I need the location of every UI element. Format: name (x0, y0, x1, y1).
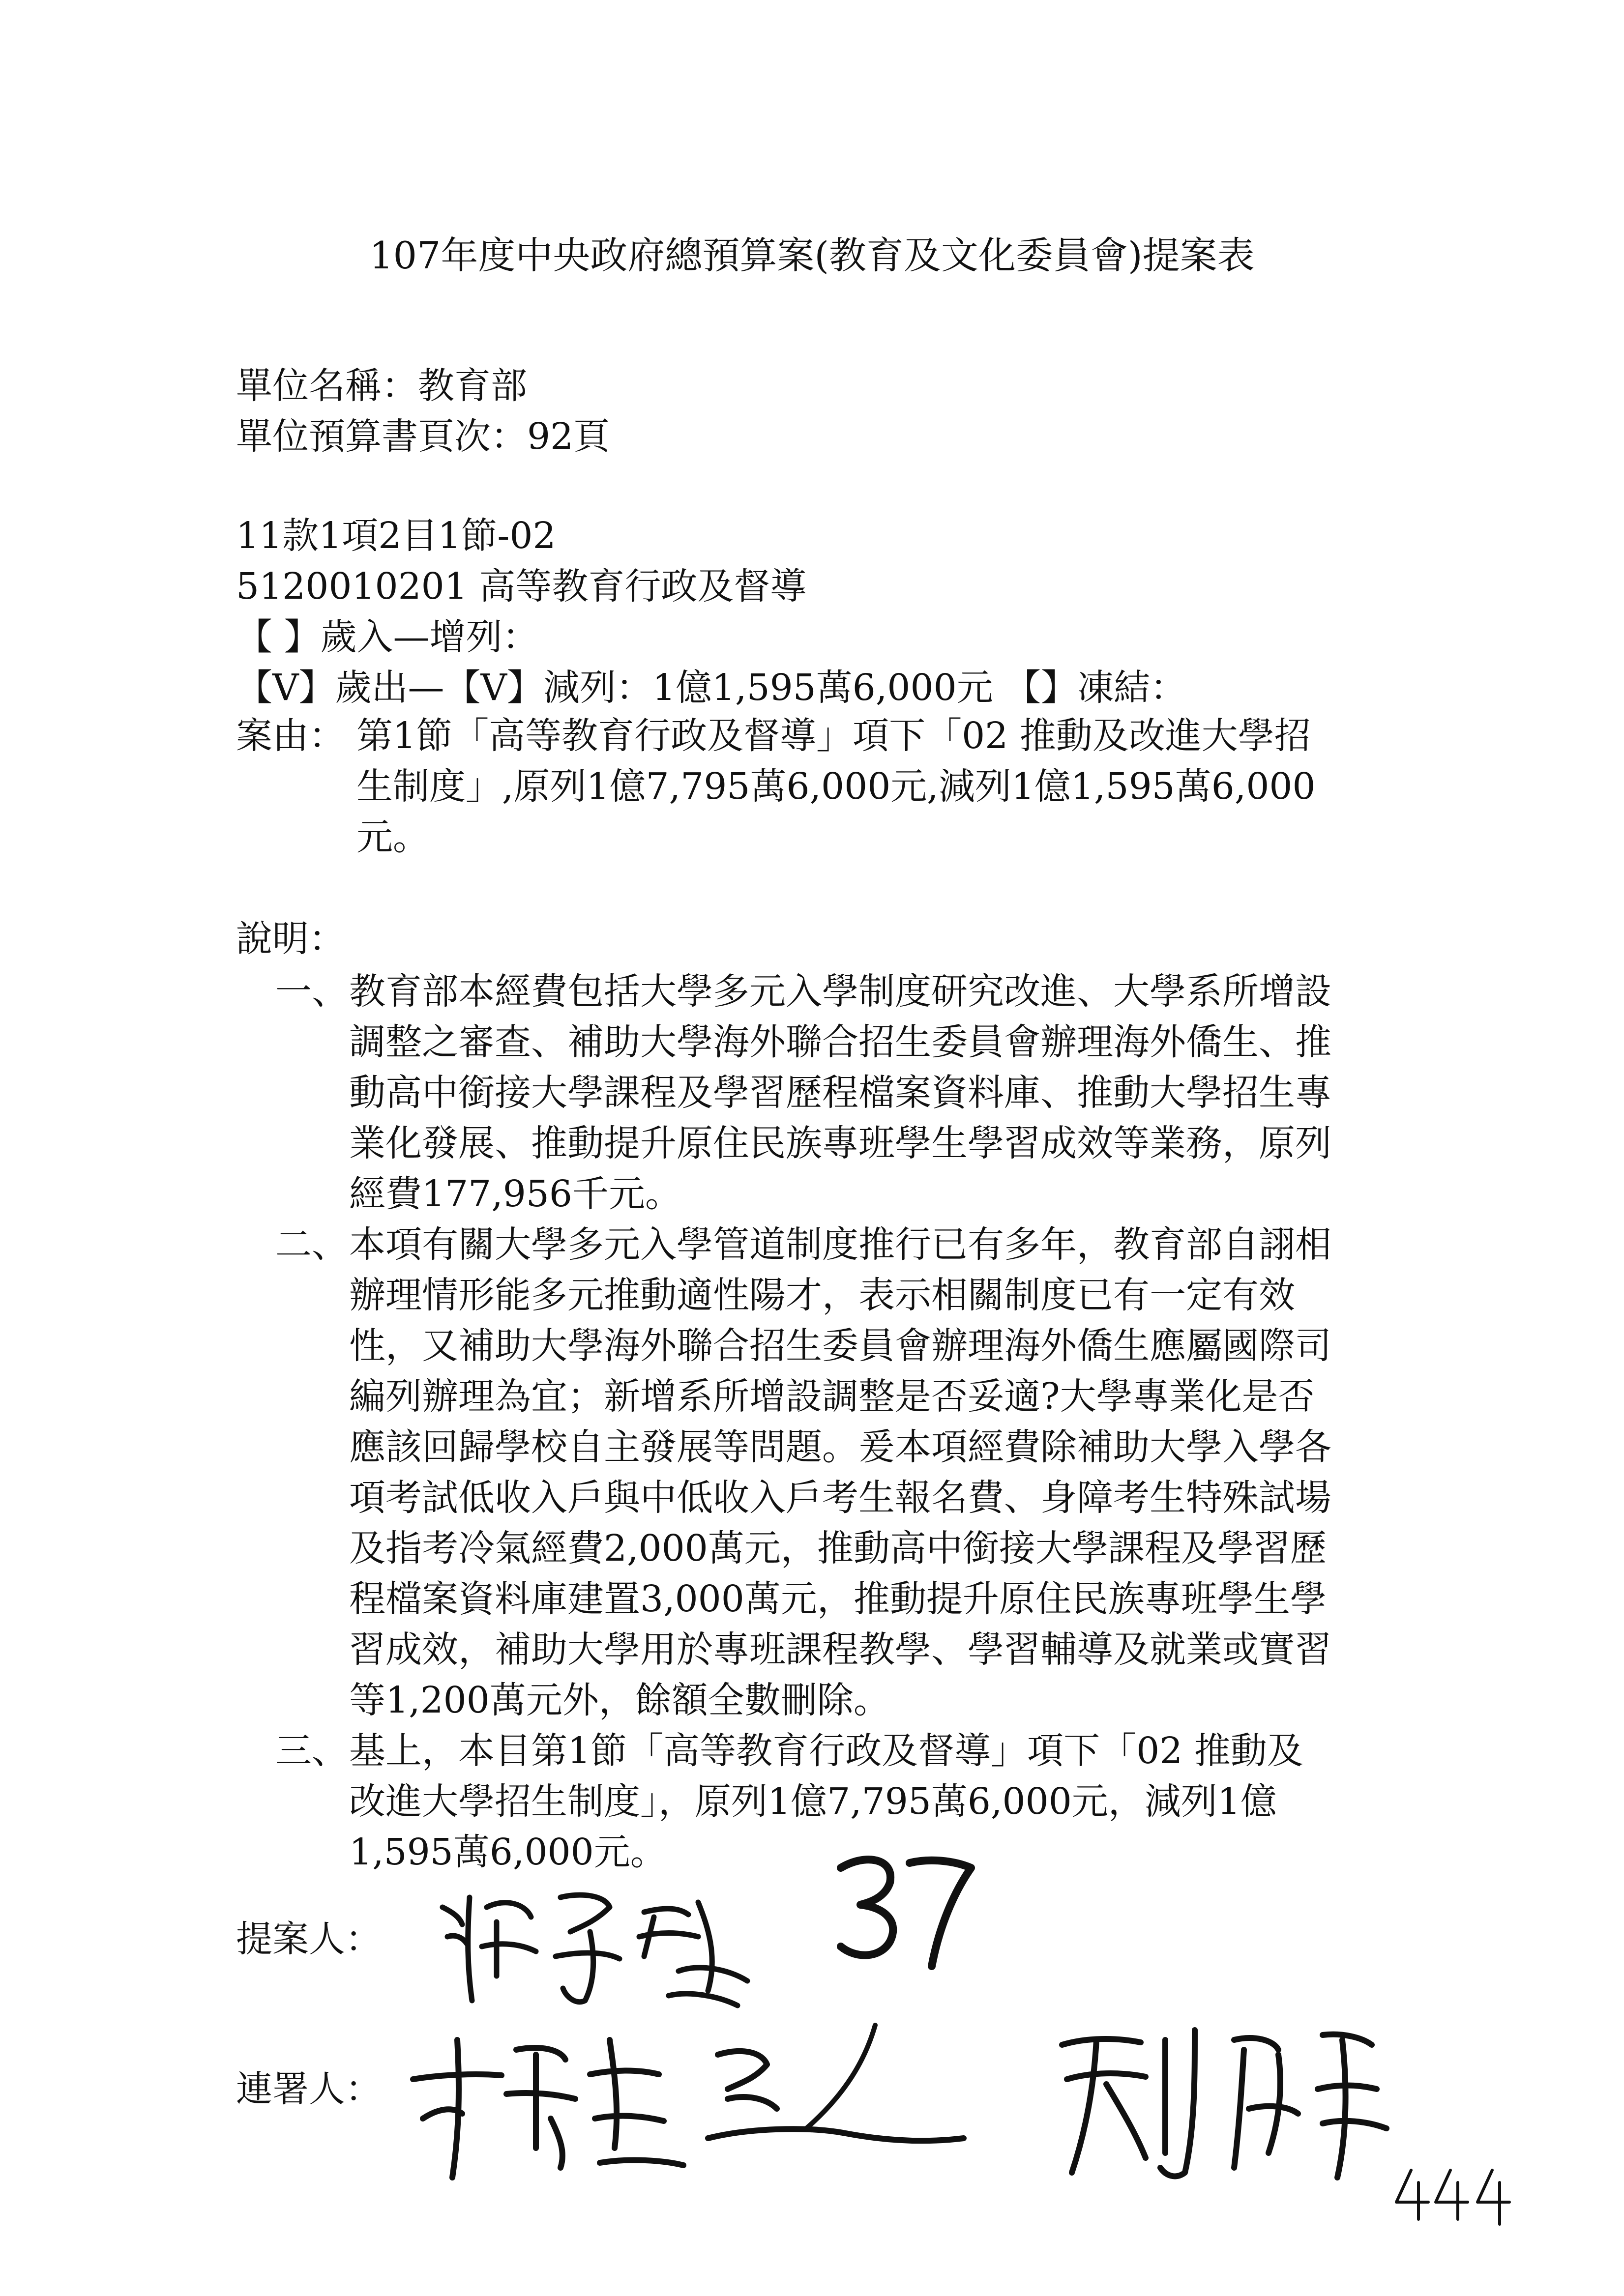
explanation-line: 教育部本經費包括大學多元入學制度研究改進、大學系所增設 (349, 970, 1331, 1013)
proposer-label: 提案人： (236, 1918, 382, 1960)
program-name: 5120010201 高等教育行政及督導 (236, 565, 807, 608)
explanation-line: 編列辦理為宜；新增系所增設調整是否妥適?大學專業化是否 (349, 1375, 1315, 1418)
proposer-signature (433, 1878, 767, 2025)
explanation-line: 改進大學招生制度」，原列1億7,795萬6,000元，減列1億 (349, 1780, 1277, 1823)
explanation-line: 業化發展、推動提升原住民族專班學生學習成效等業務，原列 (349, 1122, 1331, 1164)
explanation-marker: 一、 (275, 970, 348, 1013)
explanation-line: 等1,200萬元外，餘額全數刪除。 (349, 1679, 890, 1721)
explanation-line: 項考試低收入戶與中低收入戶考生報名費、身障考生特殊試場 (349, 1477, 1331, 1519)
explanation-label: 說明： (236, 918, 345, 960)
explanation-line: 本項有關大學多元入學管道制度推行已有多年，教育部自詡相 (349, 1223, 1331, 1266)
explanation-line: 習成效，補助大學用於專班課程教學、學習輔導及就業或實習 (349, 1628, 1331, 1671)
expenditure-line: 【V】歲出—【V】減列：1億1,595萬6,000元 【】凍結： (236, 667, 1187, 709)
explanation-line: 應該回歸學校自主發展等問題。爰本項經費除補助大學入學各 (349, 1426, 1331, 1468)
explanation-line: 辦理情形能多元推動適性陽才，表示相關制度已有一定有效 (349, 1274, 1295, 1316)
explanation-line: 性，又補助大學海外聯合招生委員會辦理海外僑生應屬國際司 (349, 1325, 1331, 1367)
case-reason-line: 第1節「高等教育行政及督導」項下「02 推動及改進大學招 (356, 715, 1311, 757)
explanation-line: 程檔案資料庫建置3,000萬元，推動提升原住民族專班學生學 (349, 1578, 1327, 1620)
explanation-line: 基上，本目第1節「高等教育行政及督導」項下「02 推動及 (349, 1730, 1303, 1772)
cosigner-label: 連署人： (236, 2068, 382, 2110)
explanation-line: 經費177,956千元。 (349, 1173, 682, 1215)
unit-name: 單位名稱：教育部 (236, 365, 527, 407)
unit-budget-page: 單位預算書頁次：92頁 (236, 415, 610, 458)
cosigner-signature-1 (403, 2020, 983, 2187)
item-code: 11款1項2目1節-02 (236, 515, 556, 557)
case-reason-line: 元。 (356, 816, 429, 858)
explanation-line: 動高中銜接大學課程及學習歷程檔案資料庫、推動大學招生專 (349, 1072, 1331, 1114)
page-title: 107年度中央政府總預算案(教育及文化委員會)提案表 (369, 233, 1255, 277)
page-number-handwritten (1391, 2160, 1529, 2229)
case-reason-line: 生制度」,原列1億7,795萬6,000元,減列1億1,595萬6,000 (356, 765, 1316, 808)
cosigner-signature-2 (1047, 2010, 1391, 2187)
explanation-marker: 二、 (275, 1223, 348, 1266)
handwritten-37 (831, 1848, 978, 1976)
explanation-line: 1,595萬6,000元。 (349, 1831, 667, 1873)
explanation-marker: 三、 (275, 1730, 348, 1772)
explanation-line: 及指考冷氣經費2,000萬元，推動高中銜接大學課程及學習歷 (349, 1527, 1327, 1569)
explanation-line: 調整之審查、補助大學海外聯合招生委員會辦理海外僑生、推 (349, 1021, 1331, 1063)
case-reason-label: 案由： (236, 715, 345, 757)
revenue-line: 【 】歲入—增列： (236, 616, 539, 658)
